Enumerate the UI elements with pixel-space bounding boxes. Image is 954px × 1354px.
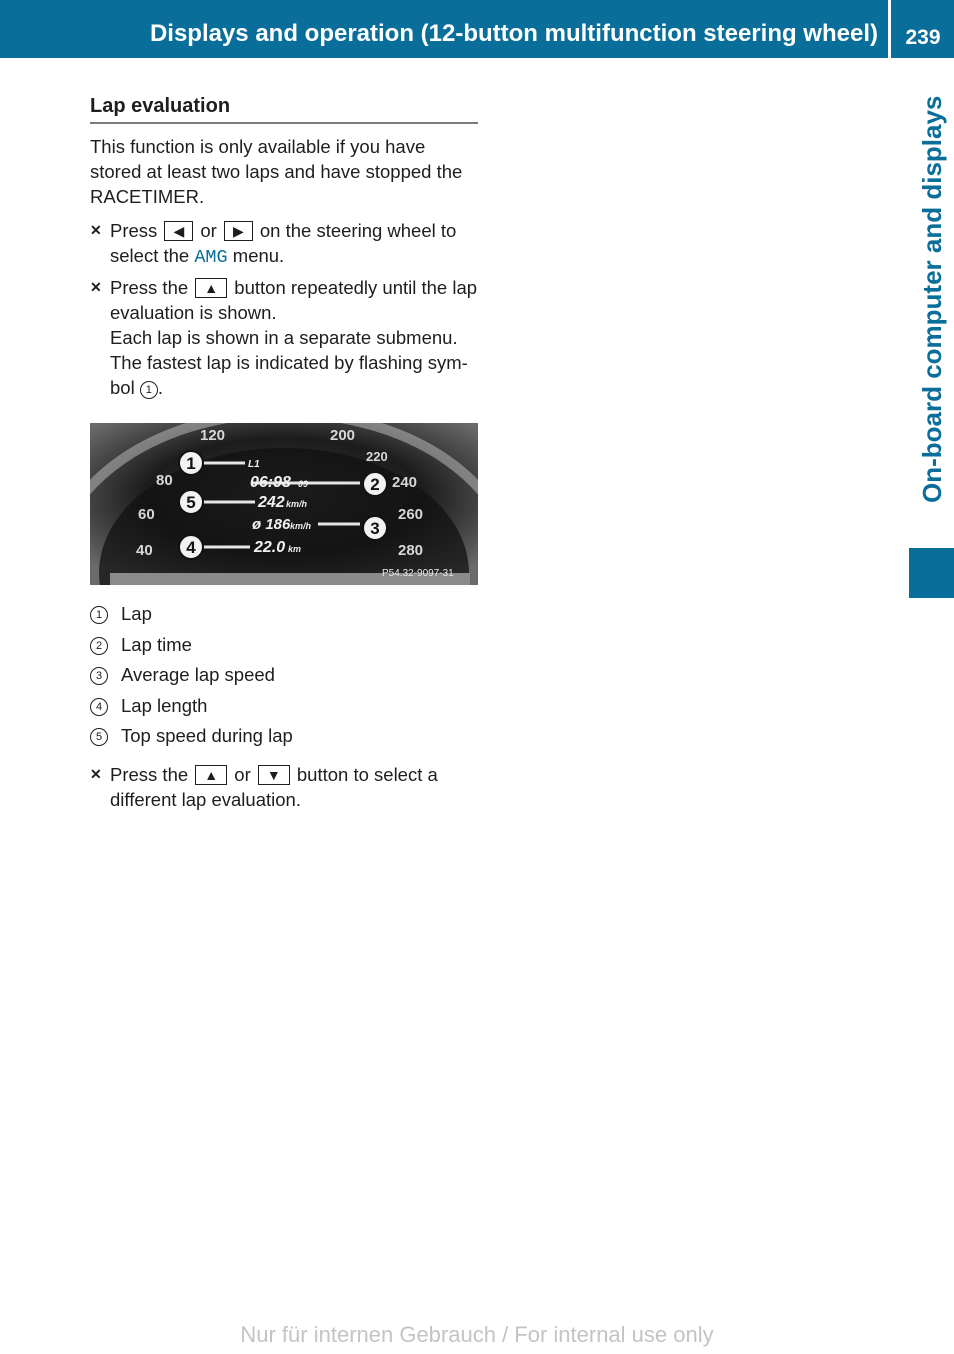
step-bullet-icon: ✕ bbox=[90, 765, 102, 782]
readout-lap-length-unit: km bbox=[288, 544, 302, 554]
tick-label-200: 200 bbox=[330, 427, 356, 444]
legend-marker: 2 bbox=[90, 637, 108, 655]
header-divider bbox=[888, 0, 891, 58]
readout-lap-time: 06:98 bbox=[250, 474, 291, 491]
callout-4-label: 4 bbox=[186, 538, 196, 557]
instruction-step-1: ✕ Press ◀ or ▶ on the steering wheel to select the AMG menu. bbox=[90, 220, 457, 268]
readout-lap-length: 22.0 bbox=[254, 539, 286, 556]
readout-lap-time-unit: 09 bbox=[298, 479, 309, 489]
callout-marker: 1 bbox=[140, 381, 158, 399]
down-key-icon: ▼ bbox=[258, 765, 290, 785]
tick-label-60: 60 bbox=[138, 506, 155, 523]
callout-5-label: 5 bbox=[186, 493, 196, 512]
intro-paragraph: This function is only available if you have stored at least two laps and have stopped the RACETIMER. bbox=[90, 136, 463, 207]
amg-menu-label: AMG bbox=[194, 247, 228, 268]
readout-avg-speed-unit: km/h bbox=[290, 521, 312, 531]
legend-item: 5 Top speed during lap bbox=[90, 721, 478, 752]
step-bullet-icon: ✕ bbox=[90, 222, 102, 238]
chapter-title: On-board computer and displays bbox=[917, 95, 947, 503]
legend-marker: 1 bbox=[90, 606, 108, 624]
figure-legend bbox=[90, 599, 478, 752]
header-title: Displays and operation (12-button multifunction steering wheel) bbox=[149, 20, 878, 47]
step-bullet-icon: ✕ bbox=[90, 279, 102, 295]
tick-label-80: 80 bbox=[156, 472, 173, 489]
figure-code: P54.32-9097-31 bbox=[382, 568, 454, 579]
callout-1-label: 1 bbox=[186, 454, 196, 473]
legend-item: 4 Lap length bbox=[90, 691, 478, 722]
chapter-side-tab bbox=[909, 58, 954, 548]
legend-item: 1 Lap bbox=[90, 599, 478, 630]
lap-evaluation-figure bbox=[90, 423, 478, 585]
tick-label-280: 280 bbox=[398, 542, 424, 559]
callout-3-label: 3 bbox=[370, 519, 380, 538]
watermark: Nur für internen Gebrauch / For internal use only bbox=[240, 1322, 714, 1347]
readout-top-speed: 242 bbox=[258, 494, 285, 511]
step-note-1: Each lap is shown in a separate submenu. bbox=[110, 327, 458, 348]
legend-marker: 4 bbox=[90, 698, 108, 716]
tick-label-220: 220 bbox=[366, 449, 388, 464]
instruction-step-2: ✕ Press the ▲ button repeatedly until the lap evaluation is shown. Each lap is shown in a separate submenu. The fastest lap is indicated by flashing sym-bol 1 . bbox=[90, 277, 478, 398]
tick-label-40: 40 bbox=[136, 542, 153, 559]
legend-marker: 5 bbox=[90, 728, 108, 746]
chapter-marker bbox=[909, 548, 954, 598]
legend-item: 2 Lap time bbox=[90, 630, 478, 661]
tick-label-240: 240 bbox=[392, 474, 418, 491]
callout-2-label: 2 bbox=[370, 475, 380, 494]
page-number: 239 bbox=[905, 26, 941, 49]
main-content bbox=[90, 94, 478, 817]
page-header bbox=[0, 0, 954, 58]
readout-avg-speed: ø 186 bbox=[252, 516, 291, 533]
instruction-step-3: ✕ Press the ▲ or ▼ button to select a different lap evaluation. bbox=[90, 763, 438, 810]
step-note-2: The fastest lap is indicated by flashing sym-bol bbox=[110, 352, 468, 398]
section-heading: Lap evaluation bbox=[90, 94, 478, 124]
tick-label-120: 120 bbox=[200, 427, 226, 444]
up-key-icon: ▲ bbox=[195, 765, 227, 785]
right-key-icon: ▶ bbox=[224, 221, 253, 241]
legend-item: 3 Average lap speed bbox=[90, 660, 478, 691]
tick-label-260: 260 bbox=[398, 506, 424, 523]
left-key-icon: ◀ bbox=[164, 221, 193, 241]
up-key-icon: ▲ bbox=[195, 278, 227, 298]
legend-marker: 3 bbox=[90, 667, 108, 685]
readout-top-speed-unit: km/h bbox=[286, 499, 308, 509]
readout-lap: L1 bbox=[248, 459, 260, 470]
